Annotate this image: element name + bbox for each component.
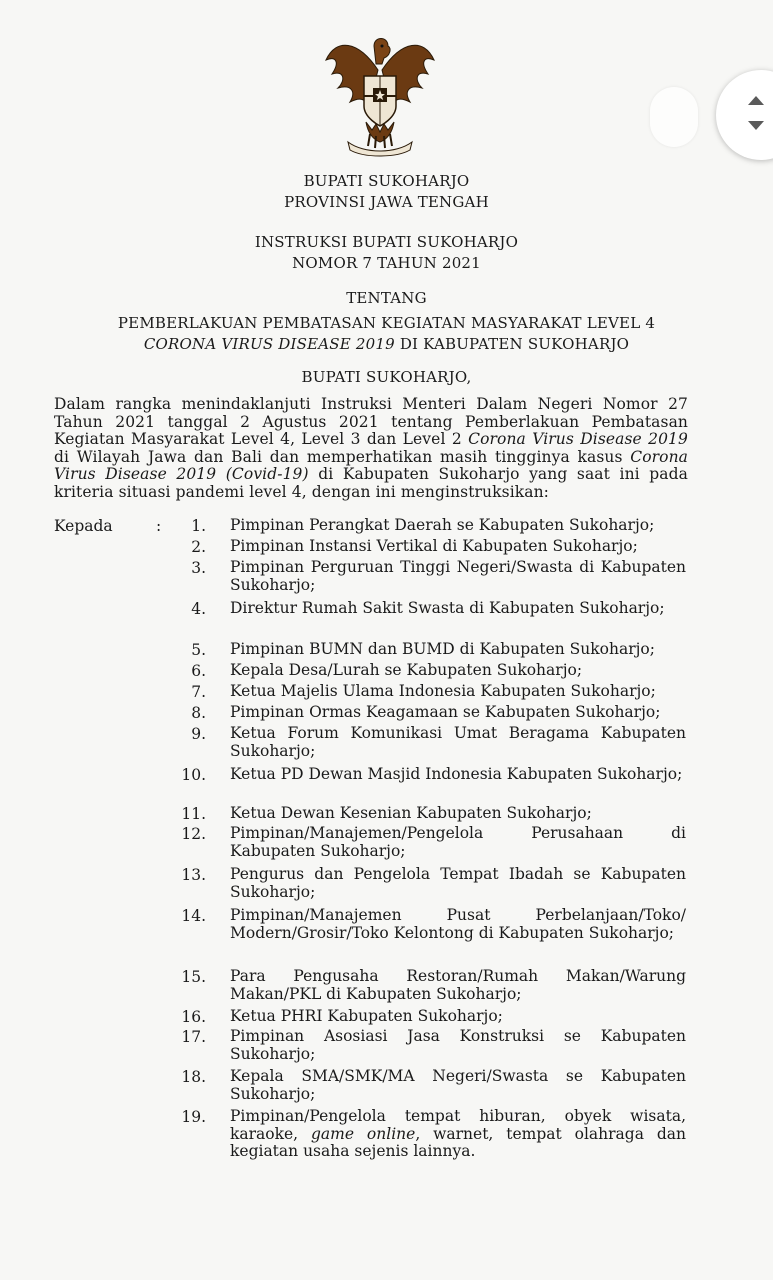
instruction-title: INSTRUKSI BUPATI SUKOHARJO	[254, 233, 519, 251]
subject-line-2: CORONA VIRUS DISEASE 2019 DI KABUPATEN SUKOHARJO	[143, 335, 630, 353]
recipient-item: Kepala SMA/SMK/MA Negeri/Swasta se Kabupaten Sukoharjo;	[230, 1067, 686, 1103]
recipient-number: 9.	[191, 725, 206, 743]
recipient-number: 13.	[181, 866, 206, 884]
recipient-number: 3.	[191, 559, 206, 577]
kepada-label: Kepada	[54, 517, 113, 535]
recipient-item: Pimpinan Perangkat Daerah se Kabupaten Sukoharjo;	[230, 516, 655, 534]
chevron-up-icon[interactable]	[748, 96, 764, 105]
recipient-item: Pimpinan/Manajemen Pusat Perbelanjaan/Toko/ Modern/Grosir/Toko Kelontong di Kabupaten Sukoharjo;	[230, 906, 686, 942]
recipient-item: Pimpinan Instansi Vertikal di Kabupaten Sukoharjo;	[230, 537, 638, 555]
issuer-title: BUPATI SUKOHARJO	[303, 172, 470, 190]
recipient-number: 1.	[191, 517, 206, 535]
recipient-number: 5.	[191, 641, 206, 659]
chevron-down-icon[interactable]	[748, 121, 764, 130]
recipient-item: Pimpinan Perguruan Tinggi Negeri/Swasta di Kabupaten Sukoharjo;	[230, 558, 686, 594]
recipient-item: Ketua Forum Komunikasi Umat Beragama Kabupaten Sukoharjo;	[230, 724, 686, 760]
kepada-colon: :	[156, 517, 162, 535]
recipient-number: 6.	[191, 662, 206, 680]
recipient-number: 15.	[181, 968, 206, 986]
subject-line-1: PEMBERLAKUAN PEMBATASAN KEGIATAN MASYARAKAT LEVEL 4	[117, 314, 656, 332]
recipient-number: 17.	[181, 1028, 206, 1046]
recipient-item: Para Pengusaha Restoran/Rumah Makan/Warung Makan/PKL di Kabupaten Sukoharjo;	[230, 967, 686, 1003]
recipient-number: 12.	[181, 825, 206, 843]
recipient-number: 7.	[191, 683, 206, 701]
recipient-item: Pimpinan/Pengelola tempat hiburan, obyek wisata, karaoke, game online, warnet, tempat olahraga dan kegiatan usaha sejenis lainnya.	[230, 1107, 686, 1161]
garuda-emblem-icon	[318, 30, 442, 160]
recipient-item: Ketua Dewan Kesenian Kabupaten Sukoharjo;	[230, 804, 592, 822]
recipient-item: Pimpinan Asosiasi Jasa Konstruksi se Kabupaten Sukoharjo;	[230, 1027, 686, 1063]
recipient-item: Ketua PHRI Kabupaten Sukoharjo;	[230, 1007, 503, 1025]
recipient-item: Ketua PD Dewan Masjid Indonesia Kabupaten Sukoharjo;	[230, 765, 683, 783]
recipient-number: 10.	[181, 766, 206, 784]
recipient-number: 4.	[191, 600, 206, 618]
recipient-item: Kepala Desa/Lurah se Kabupaten Sukoharjo;	[230, 661, 583, 679]
recipient-item: Ketua Majelis Ulama Indonesia Kabupaten Sukoharjo;	[230, 682, 656, 700]
recipient-item: Direktur Rumah Sakit Swasta di Kabupaten Sukoharjo;	[230, 599, 665, 617]
scroll-ghost-button	[650, 87, 698, 147]
recipient-number: 19.	[181, 1108, 206, 1126]
recipient-item: Pimpinan/Manajemen/Pengelola Perusahaan di Kabupaten Sukoharjo;	[230, 824, 686, 860]
recipient-number: 18.	[181, 1068, 206, 1086]
scroll-button[interactable]	[716, 70, 773, 160]
recipient-number: 2.	[191, 538, 206, 556]
intro-paragraph: Dalam rangka menindaklanjuti Instruksi Menteri Dalam Negeri Nomor 27 Tahun 2021 tanggal 2 Agustus 2021 tentang Pemberlakuan Pembatasan Kegiatan Masyarakat Level 4, Level 3 dan Level 2 Corona Virus Disease 2019 di Wilayah Jawa dan Bali dan memperhatikan masih tingginya kasus Corona Virus Disease 2019 (Covid-19) di Kabupaten Sukoharjo yang saat ini pada kriteria situasi pandemi level 4, dengan ini menginstruksikan:	[54, 395, 688, 501]
salutation: BUPATI SUKOHARJO,	[301, 368, 472, 386]
recipient-number: 16.	[181, 1008, 206, 1026]
recipient-item: Pengurus dan Pengelola Tempat Ibadah se Kabupaten Sukoharjo;	[230, 865, 686, 901]
recipient-number: 11.	[181, 805, 206, 823]
recipient-item: Pimpinan BUMN dan BUMD di Kabupaten Sukoharjo;	[230, 640, 655, 658]
recipient-number: 14.	[181, 907, 206, 925]
tentang-label: TENTANG	[346, 289, 427, 307]
issuer-province: PROVINSI JAWA TENGAH	[284, 193, 489, 211]
recipient-number: 8.	[191, 704, 206, 722]
recipient-item: Pimpinan Ormas Keagamaan se Kabupaten Sukoharjo;	[230, 703, 661, 721]
instruction-number: NOMOR 7 TAHUN 2021	[292, 254, 481, 272]
